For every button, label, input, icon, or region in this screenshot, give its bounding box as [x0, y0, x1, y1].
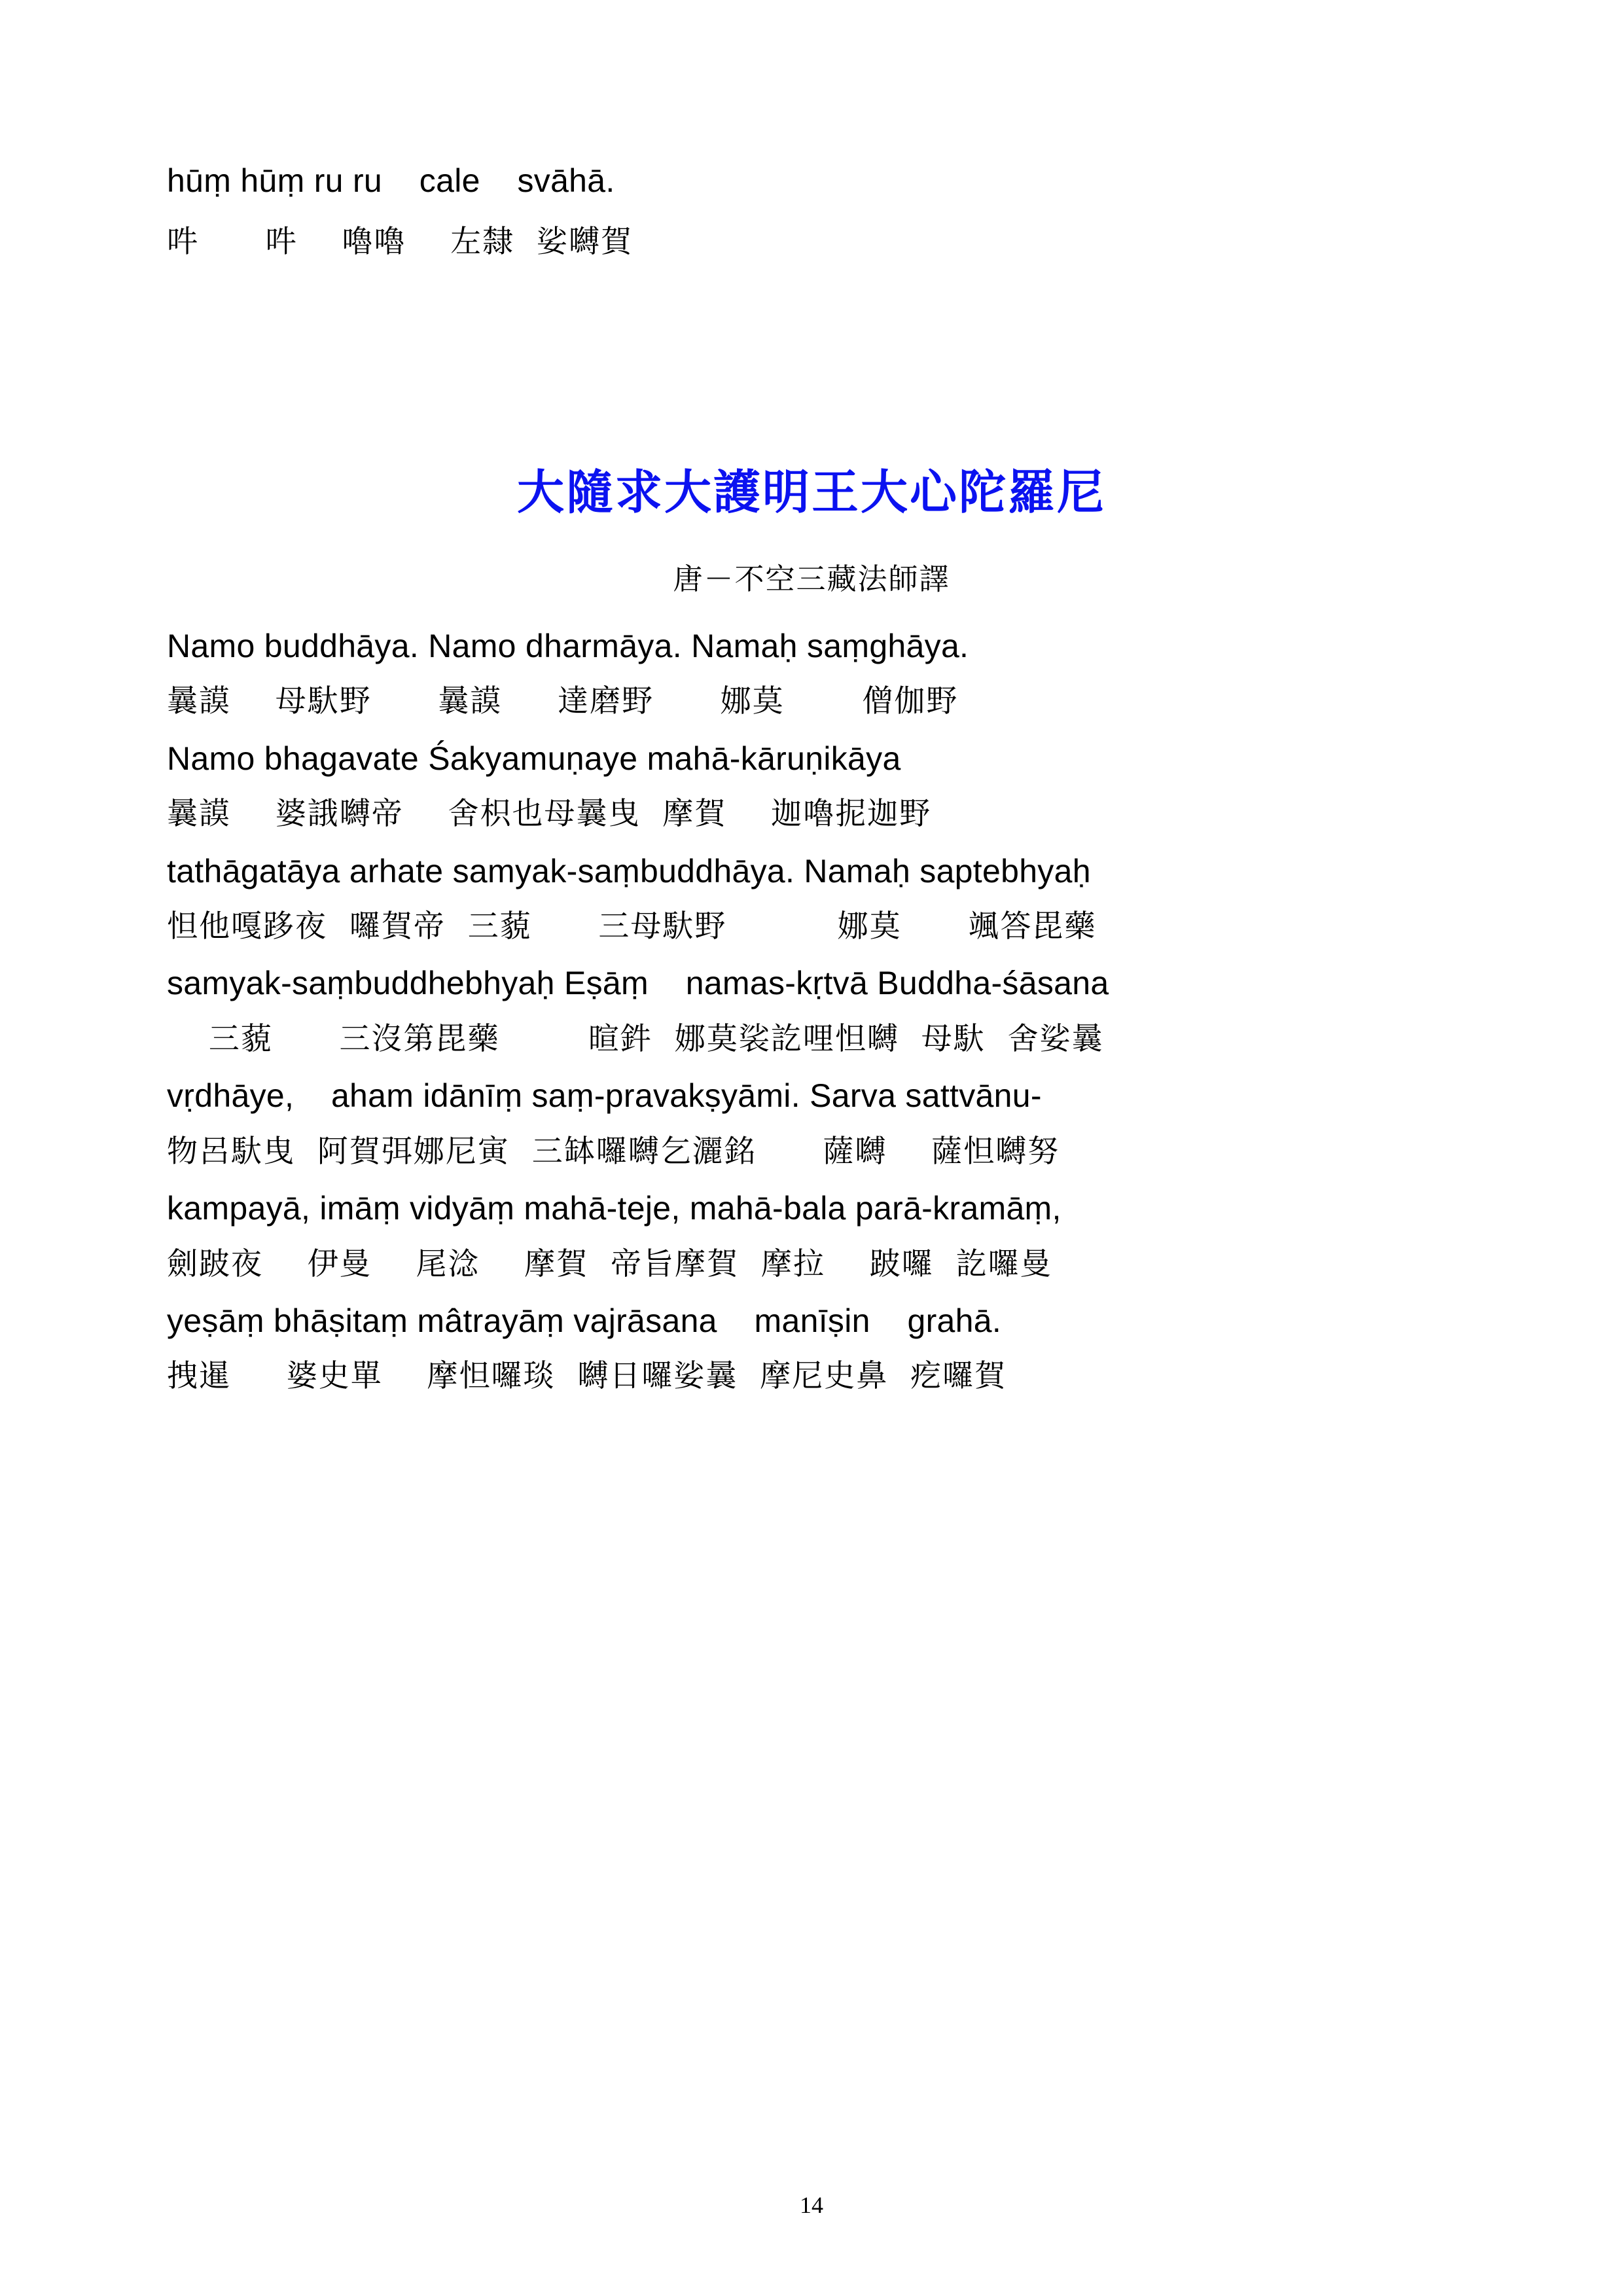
verse-roman: kampayā, imāṃ vidyāṃ mahā-teje, mahā-bala parā-kramāṃ, [167, 1190, 1061, 1227]
verse-list [167, 629, 1456, 1393]
mantra-han-line: 吽 吽 嚕嚕 左隸 娑嚩賀 [167, 223, 633, 260]
page-number: 14 [800, 2192, 823, 2218]
verse-han: 怛他嘎跢夜 囉賀帝 三藐 三母馱野 娜莫 颯答毘藥 [167, 908, 1097, 945]
verse-item [167, 1304, 1456, 1393]
verse-han: 三藐 三沒第毘藥 暄鈝 娜莫裟訖哩怛嚩 母馱 舍娑曩 [187, 1020, 1104, 1057]
page-title: 大隨求大護明王大心陀羅尼 [516, 464, 1106, 520]
top-mantra-block [167, 164, 1456, 258]
verse-item [167, 1079, 1456, 1168]
verse-han: 曩謨 婆誐嚩帝 舍枳也母曩曳 摩賀 迦嚕抳迦野 [167, 796, 932, 833]
verse-roman: vṛdhāye, aham idānīṃ saṃ-pravakṣyāmi. Sarva sattvānu- [167, 1077, 1042, 1115]
verse-han: 曩謨 母馱野 曩謨 達磨野 娜莫 僧伽野 [167, 683, 959, 720]
mantra-roman-line: hūṃ hūṃ ru ru cale svāhā. [167, 162, 615, 199]
verse-han: 劍跛夜 伊曼 尾淰 摩賀 帝旨摩賀 摩拉 跛囉 訖囉曼 [167, 1246, 1052, 1282]
verse-roman: Namo bhagavate Śakyamuṇaye mahā-kāruṇikāya [167, 740, 901, 777]
page-subtitle: 唐－不空三藏法師譯 [673, 561, 950, 596]
verse-roman: Namo buddhāya. Namo dharmāya. Namaḥ saṃghāya. [167, 627, 969, 664]
spacer [167, 198, 1456, 226]
verse-roman: tathāgatāya arhate samyak-saṃbuddhāya. Namaḥ saptebhyaḥ [167, 852, 1091, 889]
spacer [167, 598, 1456, 629]
verse-item [167, 1191, 1456, 1280]
verse-han: 拽暹 婆史單 摩怛囉琰 嚩日囉娑曩 摩尼史鼻 疙囉賀 [167, 1358, 1007, 1395]
verse-item [167, 854, 1456, 943]
verse-item [167, 742, 1456, 831]
verse-roman: samyak-saṃbuddhebhyaḥ Eṣāṃ namas-kṛtvā Buddha-śāsana [167, 965, 1109, 1002]
verse-item [167, 966, 1456, 1055]
spacer [167, 258, 1456, 454]
verse-roman: yeṣāṃ bhāṣitaṃ mâtrayāṃ vajrāsana manīṣin grahā. [167, 1302, 1002, 1339]
verse-han: 物呂馱曳 阿賀弭娜尼寅 三缽囉嚩乞灑銘 薩嚩 薩怛嚩努 [167, 1133, 1060, 1170]
verse-item [167, 629, 1456, 718]
spacer [167, 522, 1456, 555]
